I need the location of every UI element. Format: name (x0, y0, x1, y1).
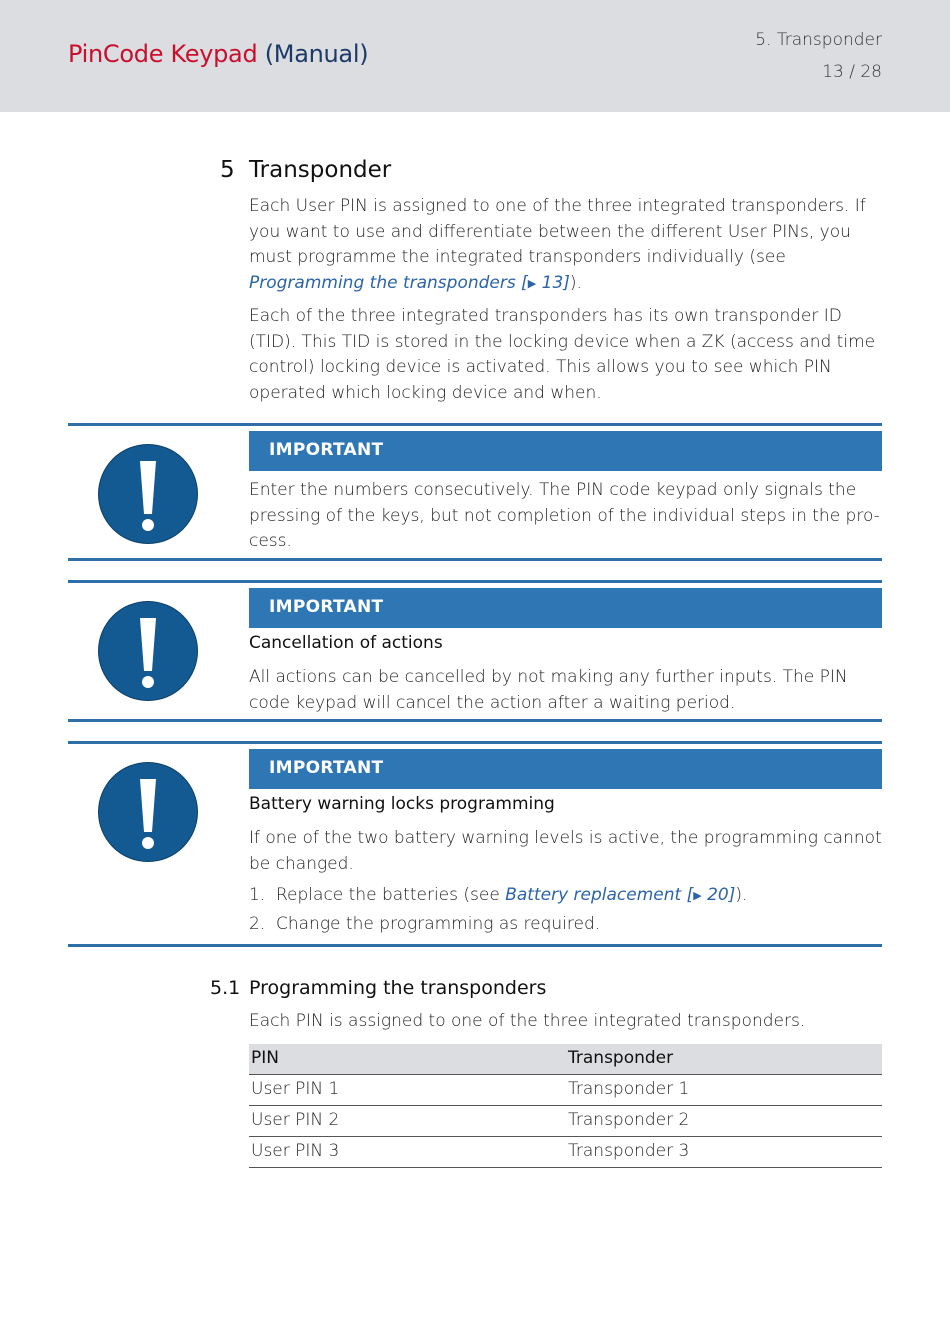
notice-header (249, 749, 882, 789)
notice-header (249, 431, 882, 471)
notice-top-rule (68, 423, 882, 426)
table-row (249, 1137, 882, 1168)
link-arrow-icon: ▶ (527, 276, 537, 290)
link-arrow-icon: ▶ (693, 889, 702, 902)
notice-label: IMPORTANT (269, 597, 384, 617)
table-cell: User PIN 1 (251, 1079, 340, 1099)
notice-bottom-rule (68, 944, 882, 947)
exclamation-icon (99, 445, 197, 543)
page-number: 13 / 28 (822, 62, 882, 82)
product-name: PinCode Keypad (68, 40, 258, 68)
notice-subtitle: Cancellation of actions (249, 633, 443, 653)
notice-body: All actions can be cancelled by not making any further inputs. The PIN code keypad will cancel the action after a waiting period. (249, 667, 848, 713)
programming-transponders-link[interactable]: Programming the transponders [▶ 13] (249, 272, 570, 293)
page-header (0, 0, 950, 112)
notice-label: IMPORTANT (269, 758, 384, 778)
exclamation-icon (99, 602, 197, 700)
notice-body: If one of the two battery warning levels is active, the programming cannot be changed. (249, 828, 882, 874)
document-title (68, 40, 368, 68)
table-cell: Transponder 1 (568, 1079, 690, 1099)
table-cell: Transponder 2 (568, 1110, 690, 1130)
notice-top-rule (68, 741, 882, 744)
notice-top-rule (68, 580, 882, 583)
step-number: 1. (249, 885, 266, 905)
section-number: 5 (220, 157, 235, 183)
tid-paragraph: Each of the three integrated transponders has its own transponder ID (TID). This TID is stored in the locking device when a ZK (access and time control) locking device is activated. This allows you to see which PIN operated which locking device and when. (249, 306, 876, 403)
step-text: Change the programming as required. (276, 914, 601, 934)
subsection-intro: Each PIN is assigned to one of the three integrated transponders. (249, 1011, 806, 1031)
table-cell: User PIN 3 (251, 1141, 340, 1161)
section-intro-paragraph: Each User PIN is assigned to one of the three integrated transponders. If you want to use and differentiate between the different User PINs, you must programme the integrated transponders individually (see Programming the transponders [▶ 13]). (249, 196, 866, 293)
pin-transponder-table (249, 1044, 882, 1168)
document-type: (Manual) (264, 40, 369, 68)
table-cell: Transponder 3 (568, 1141, 690, 1161)
battery-replacement-link[interactable]: Battery replacement [▶ 20] (505, 885, 736, 905)
notice-subtitle: Battery warning locks programming (249, 794, 555, 814)
table-row (249, 1075, 882, 1106)
chapter-label: 5. Transponder (755, 30, 882, 50)
notice-label: IMPORTANT (269, 440, 384, 460)
notice-body: Enter the numbers consecutively. The PIN code keypad only signals the pressing of the keys, but not completion of the individual steps in the pro-cess. (249, 480, 880, 551)
step-number: 2. (249, 914, 266, 934)
table-header-row (249, 1044, 882, 1075)
column-header-pin: PIN (251, 1048, 279, 1068)
table-cell: User PIN 2 (251, 1110, 340, 1130)
notice-bottom-rule (68, 719, 882, 722)
exclamation-icon (99, 763, 197, 861)
column-header-transponder: Transponder (568, 1048, 674, 1068)
section-title: Transponder (249, 157, 392, 183)
table-row (249, 1106, 882, 1137)
notice-header (249, 588, 882, 628)
subsection-title: Programming the transponders (249, 977, 547, 999)
notice-bottom-rule (68, 558, 882, 561)
subsection-number: 5.1 (210, 977, 241, 999)
